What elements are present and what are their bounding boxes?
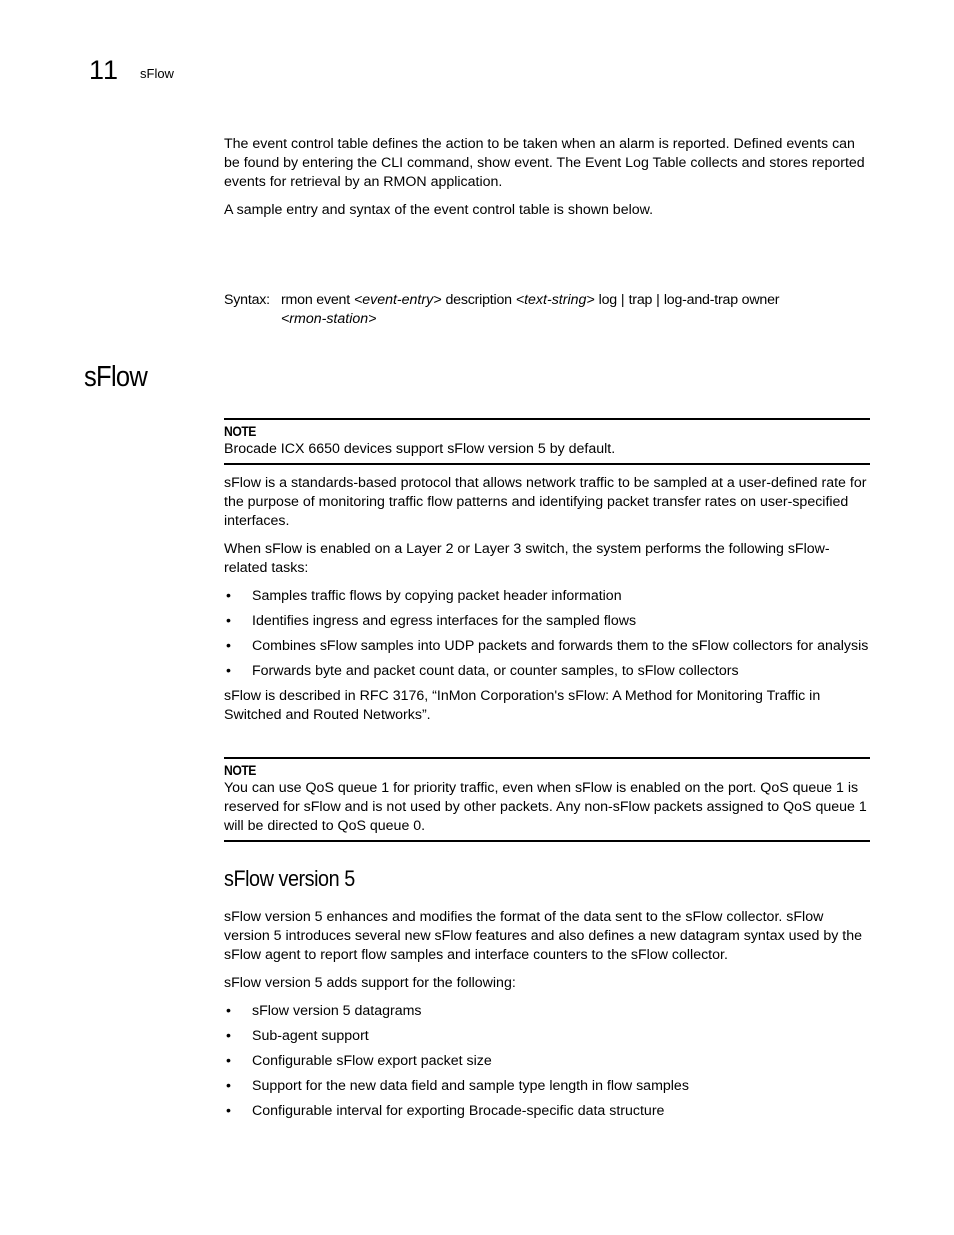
section-paragraph-2: When sFlow is enabled on a Layer 2 or Layer 3 switch, the system performs the following sFlow-related tasks: [224,541,830,576]
section-body [224,474,870,725]
list-item: • Sub-agent support [226,1028,369,1044]
list-item: • Configurable sFlow export packet size [226,1053,492,1069]
list-item: • Identifies ingress and egress interfaces for the sampled flows [226,613,637,629]
list-item: • Support for the new data field and sample type length in flow samples [226,1078,689,1094]
note-box [224,757,870,842]
section-title: sFlow [84,361,148,393]
syntax-cmd-description: description [445,292,512,308]
feature-list [224,1002,870,1121]
list-item: • sFlow version 5 datagrams [226,1003,422,1019]
task-list [224,587,870,681]
list-item: • Combines sFlow samples into UDP packets and forwards them to the sFlow collectors for analysis [226,638,869,654]
chapter-title: sFlow [140,66,174,81]
syntax-cmd-rmon-event: rmon event [281,292,350,308]
bullet: • [226,1053,231,1069]
syntax-cmd-log-and-trap-owner: log-and-trap owner [663,292,780,308]
intro-paragraph-2: A sample entry and syntax of the event control table is shown below. [224,202,654,218]
bullet: • [226,588,231,604]
list-item: • Forwards byte and packet count data, or counter samples, to sFlow collectors [226,663,739,679]
subsection-paragraph-1: sFlow version 5 enhances and modifies the format of the data sent to the sFlow collector. sFlow version 5 introduces several new sFlow features and also defines a new datagram syntax used by the sFlow agent to report flow samples and interface counters to the sFlow collector. [224,909,863,963]
bullet: • [226,1078,231,1094]
bullet: • [226,1103,231,1119]
note-title: NOTE [224,424,256,439]
syntax-cmd-trap: trap [628,292,653,308]
subsection-title: sFlow version 5 [224,866,355,891]
bullet: • [226,1003,231,1019]
section-paragraph-3: sFlow is described in RFC 3176, “InMon Corporation's sFlow: A Method for Monitoring Traffic in Switched and Routed Networks”. [224,688,821,723]
bullet: • [226,613,231,629]
syntax-arg-text-string: <text-string> [515,292,595,308]
syntax-label: Syntax: [224,292,270,308]
intro-paragraph-1: The event control table defines the action to be taken when an alarm is reported. Defined events can be found by entering the CLI command, show event. The Event Log Table collects and stores reported events for retrieval by an RMON application. [224,136,865,190]
chapter-number: 11 [89,55,120,85]
subsection-paragraph-2: sFlow version 5 adds support for the following: [224,975,516,991]
list-item: • Samples traffic flows by copying packet header information [226,588,622,604]
section-paragraph-1: sFlow is a standards-based protocol that allows network traffic to be sampled at a user-defined rate for the purpose of monitoring traffic flow patterns and identifying packet transfer rates on user-specified interfaces. [224,475,867,529]
note-box [224,418,870,465]
syntax-arg-event-entry: <event-entry> [353,292,442,308]
bullet: • [226,1028,231,1044]
note-text: Brocade ICX 6650 devices support sFlow version 5 by default. [224,441,616,457]
note-text: You can use QoS queue 1 for priority traffic, even when sFlow is enabled on the port. QoS queue 1 is reserved for sFlow and is not used by other packets. Any non-sFlow packets assigned to QoS queue 1 will be directed to QoS queue 0. [224,780,867,834]
syntax-separator: | [656,292,660,308]
list-item: • Configurable interval for exporting Brocade-specific data structure [226,1103,665,1119]
note-title: NOTE [224,763,256,778]
syntax-arg-rmon-station: <rmon-station> [281,311,377,327]
bullet: • [226,663,231,679]
syntax-body [281,291,881,329]
syntax-cmd-log: log [598,292,617,308]
subsection-body [224,908,870,1127]
syntax-separator: | [620,292,625,308]
bullet: • [226,638,231,654]
